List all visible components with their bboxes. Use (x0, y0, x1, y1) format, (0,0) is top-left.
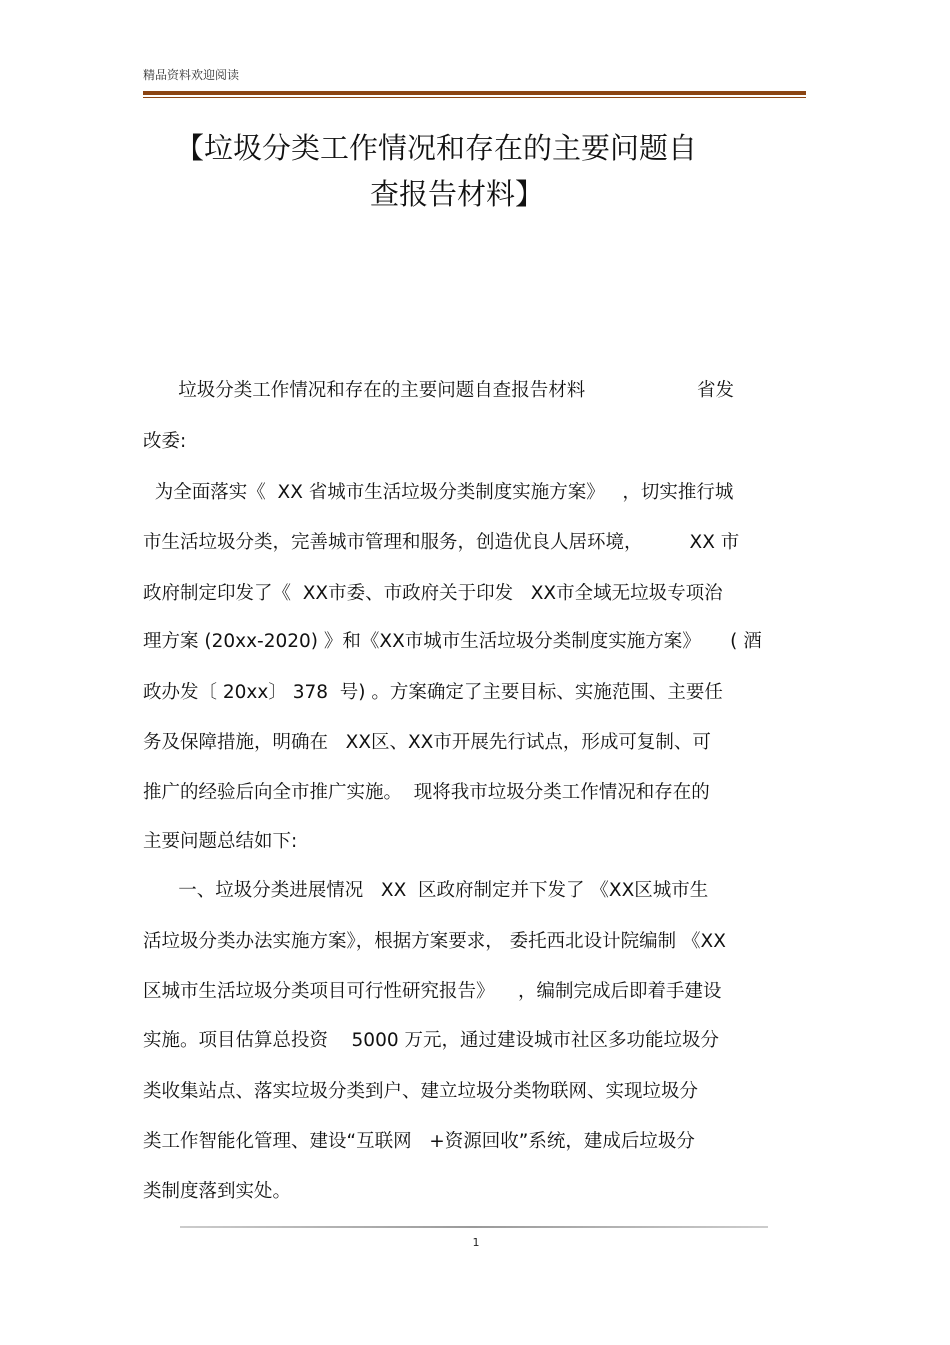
body-line: 主要问题总结如下: (143, 831, 298, 852)
body-line: 理方案 (20xx-2020) 》和《XX市城市生活垃圾分类制度实施方案》 ( 酒 (143, 631, 762, 652)
body-line: 活垃圾分类办法实施方案》，根据方案要求， 委托西北设计院编制 《XX (143, 931, 726, 952)
body-line: 区城市生活垃圾分类项目可行性研究报告》 ，编制完成后即着手建设 (143, 981, 722, 1002)
body-line: 一、垃圾分类进展情况 XX 区政府制定并下发了 《XX区城市生 (143, 880, 709, 901)
body-line: 实施。项目估算总投资 5000 万元，通过建设城市社区多功能垃圾分 (143, 1030, 719, 1051)
body-line: 务及保障措施，明确在 XX区、XX市开展先行试点，形成可复制、可 (143, 732, 711, 753)
footer-divider (180, 1226, 768, 1228)
header-divider (143, 91, 806, 98)
body-line: 政府制定印发了《 XX市委、市政府关于印发 XX市全域无垃圾专项治 (143, 583, 723, 604)
body-line: 类制度落到实处。 (143, 1181, 292, 1202)
body-line: 改委: (143, 431, 187, 452)
body-line: 为全面落实《 XX 省城市生活垃圾分类制度实施方案》 ，切实推行城 (143, 482, 734, 503)
document-title-line-2: 查报告材料】 (370, 177, 545, 211)
body-line: 类收集站点、落实垃圾分类到户、建立垃圾分类物联网、实现垃圾分 (143, 1081, 699, 1102)
page-number: 1 (472, 1236, 480, 1249)
body-line: 垃圾分类工作情况和存在的主要问题自查报告材料 省发 (143, 380, 735, 401)
body-line: 市生活垃圾分类，完善城市管理和服务，创造优良人居环境， XX 市 (143, 532, 740, 553)
body-line: 政办发〔 20xx〕 378 号) 。方案确定了主要目标、实施范围、主要任 (143, 682, 723, 703)
body-line: 类工作智能化管理、建设“互联网 +资源回收”系统，建成后垃圾分 (143, 1131, 695, 1152)
page-header-text: 精品资料欢迎阅读 (143, 68, 240, 82)
document-title-line-1: 【垃圾分类工作情况和存在的主要问题自 (175, 131, 698, 165)
body-line: 推广的经验后向全市推广实施。 现将我市垃圾分类工作情况和存在的 (143, 782, 710, 803)
